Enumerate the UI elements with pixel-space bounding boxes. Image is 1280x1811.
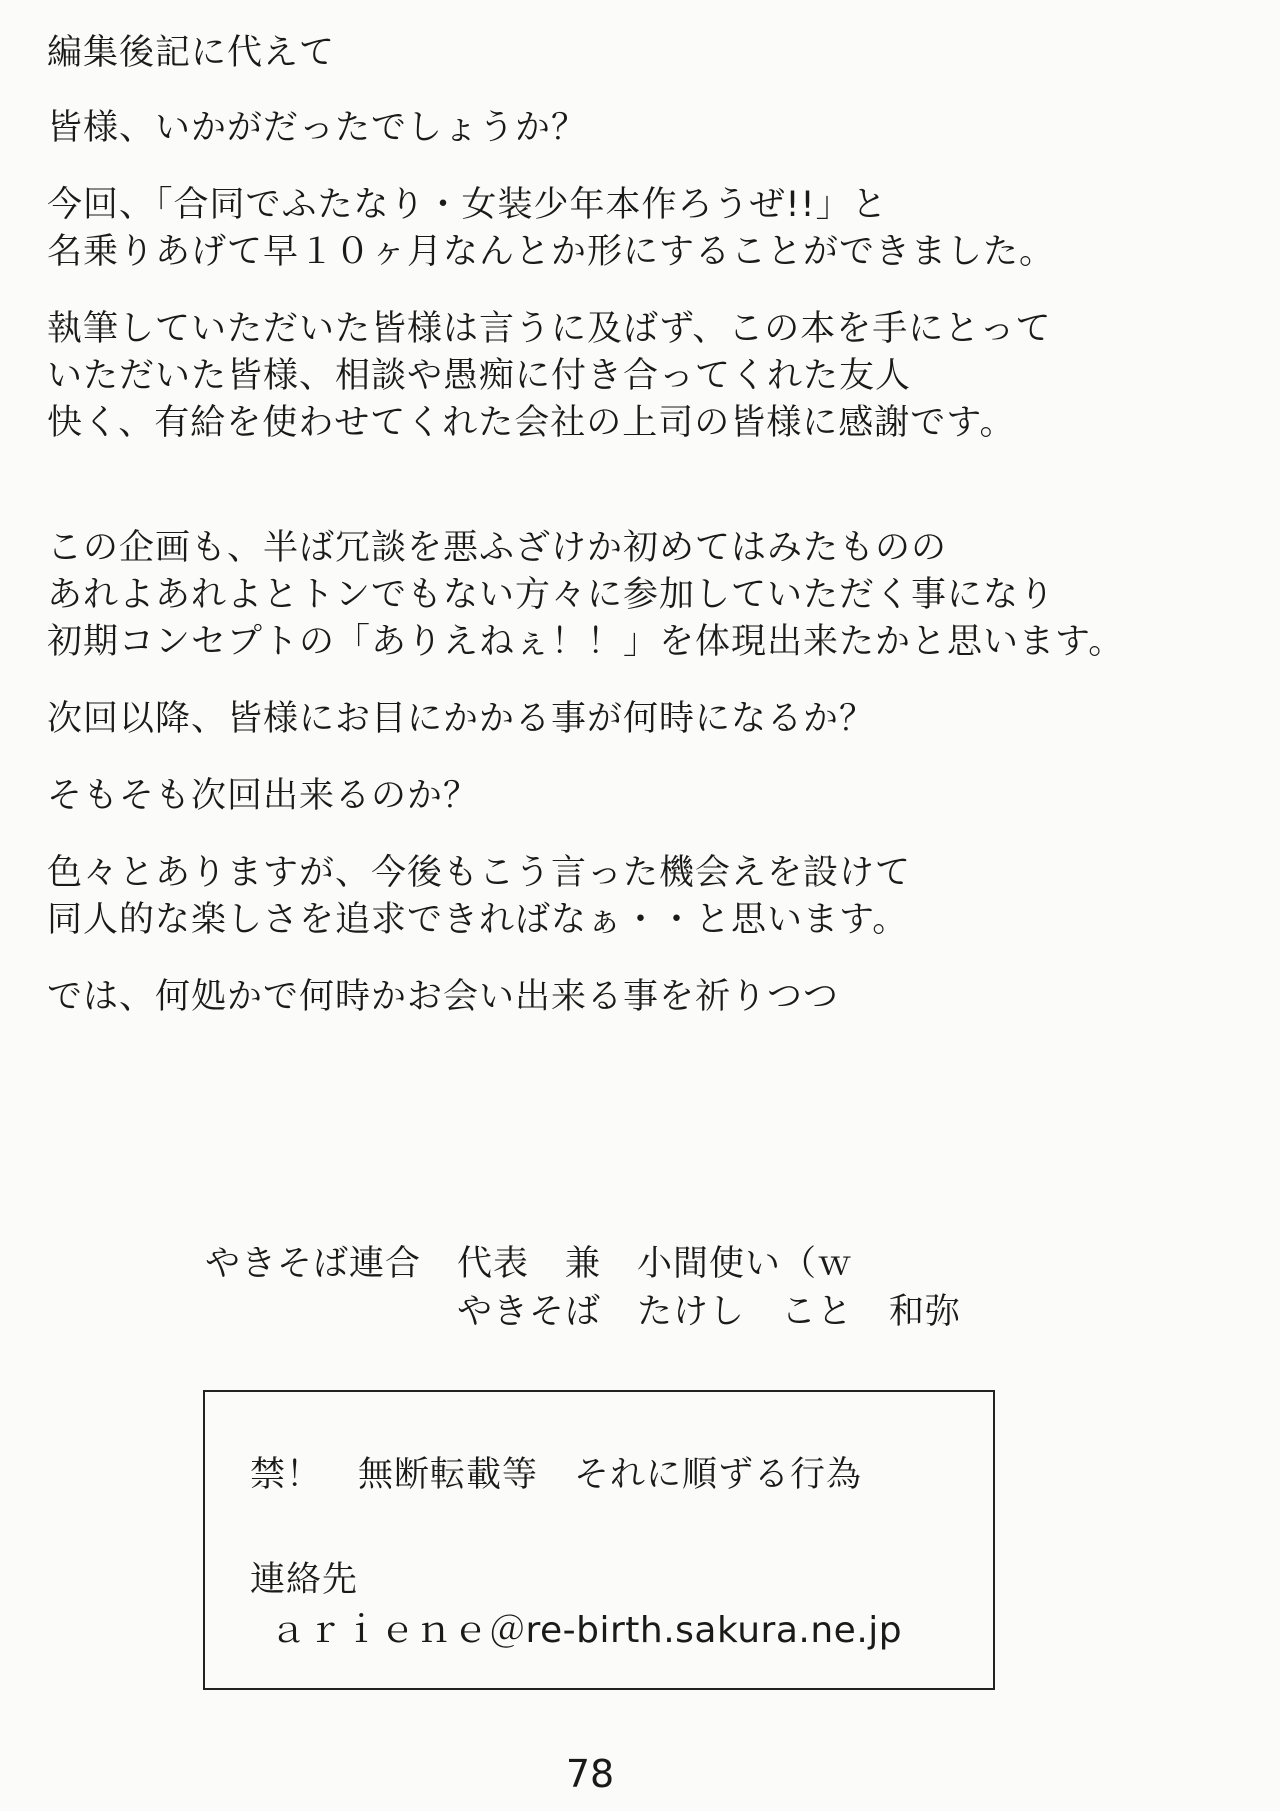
paragraph-line: この企画も、半ば冗談を悪ふざけか初めてはみたものの [47,528,948,568]
paragraph-line: あれよあれよとトンでもない方々に参加していただく事になり [47,575,1056,615]
paragraph-2 [47,182,1247,276]
paragraph-7 [47,850,1247,944]
signature-line-2: やきそば たけし こと 和弥 [205,1292,962,1332]
paragraph-line: 快く、有給を使わせてくれた会社の上司の皆様に感謝です。 [47,403,1016,443]
contact-label: 連絡先 [250,1560,359,1600]
paragraph-line: 名乗りあげて早１０ヶ月なんとか形にすることができました。 [47,232,1056,272]
page-number: 78 [565,1752,615,1796]
paragraph-line: では、何処かで何時かお会い出来る事を祈りつつ [47,977,840,1017]
afterword-body [47,30,1247,1021]
paragraph-line: 同人的な楽しさを追求できればなぁ・・と思います。 [47,900,909,940]
contact-email: ａｒｉｅｎｅ＠re-birth.sakura.ne.jp [270,1610,903,1651]
paragraph-line: そもそも次回出来るのか？ [47,776,480,816]
paragraph-line: 初期コンセプトの「ありえねぇ！！」を体現出来たかと思います。 [47,622,1125,662]
paragraph-1 [47,105,1247,152]
paragraph-line: 執筆していただいた皆様は言うに及ばず、この本を手にとって [47,309,1052,349]
paragraph-8 [47,974,1247,1021]
reprint-prohibition-notice: 禁！ 無断転載等 それに順ずる行為 [250,1455,863,1495]
paragraph-6 [47,773,1247,820]
signature-block [205,1240,961,1336]
paragraph-line: 今回、「合同でふたなり・女装少年本作ろうぜ!!」と [47,185,888,225]
paragraph-5 [47,696,1247,743]
paragraph-line: いただいた皆様、相談や愚痴に付き合ってくれた友人 [47,356,912,396]
paragraph-4 [47,525,1247,666]
paragraph-line: 皆様、いかがだったでしょうか？ [47,108,588,148]
paragraph-3 [47,306,1247,447]
afterword-title: 編集後記に代えて [47,33,336,73]
afterword-title-block [47,30,1247,77]
paragraph-line: 色々とありますが、今後もこう言った機会えを設けて [47,853,912,893]
paragraph-line: 次回以降、皆様にお目にかかる事が何時になるか？ [47,699,876,739]
signature-line-1: やきそば連合 代表 兼 小間使い（ｗ [205,1244,854,1284]
notice-box [203,1390,995,1690]
